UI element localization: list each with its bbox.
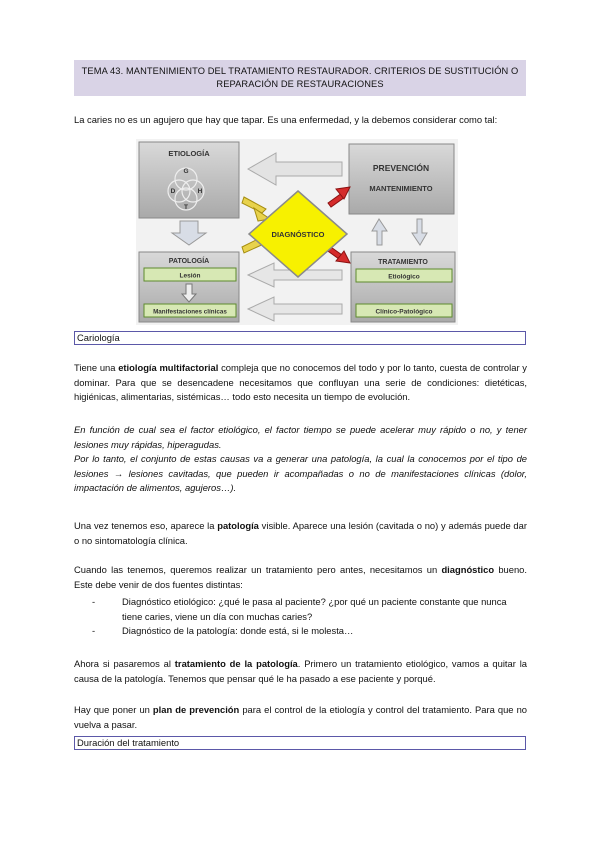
venn-g: G [183, 168, 189, 175]
page-title [74, 60, 526, 96]
paragraph-etiologia [74, 361, 527, 405]
paragraph-etiologia-bold: etiología multifactorial [118, 362, 219, 373]
caries-diagram [136, 139, 458, 325]
manifestaciones-label: Manifestaciones clínicas [153, 308, 227, 316]
mantenimiento-label: MANTENIMIENTO [369, 184, 433, 193]
title-line-1: TEMA 43. MANTENIMIENTO DEL TRATAMIENTO RESTAURADOR. CRITERIOS DE SUSTITUCIÓN O [81, 66, 519, 76]
diagram-svg [136, 139, 458, 325]
paragraph-patologia [74, 519, 527, 548]
section-heading-duracion: Duración del tratamiento [74, 736, 526, 750]
list-item [74, 595, 527, 624]
prevencion-label: PREVENCIÓN [372, 163, 430, 173]
paragraph-patologia-a: Una vez tenemos eso, aparece la [74, 520, 218, 531]
paragraph-diagnostico [74, 563, 527, 592]
etiologia-label: ETIOLOGÍA [168, 149, 210, 158]
paragraph-conjunto-causas: Por lo tanto, el conjunto de estas causas va a generar una patología, la cual la conocemos por el tipo de lesiones → lesiones cavitadas, que pueden ir acompañadas o no de manifestaciones clínicas (dolor, impactación de alimentos, agujeros…). [74, 453, 527, 494]
clinico-label: Clínico-Patológico [375, 308, 433, 316]
tratamiento-label: TRATAMIENTO [378, 259, 428, 266]
arrow-tratamiento-prevencion [372, 219, 387, 245]
list-item [74, 624, 527, 639]
intro-paragraph: La caries no es un agujero que hay que tapar. Es una enfermedad, y la debemos considerar como tal: [74, 114, 498, 125]
etiologico-label: Etiológico [388, 273, 420, 281]
paragraph-diagnostico-a: Cuando las tenemos, queremos realizar un tratamiento pero antes, necesitamos un [74, 564, 442, 575]
prevencion-box [349, 144, 454, 214]
list-dash: - [92, 596, 96, 607]
arrow-etiologia-diagnostico [242, 197, 266, 213]
diagnostico-list [74, 595, 527, 639]
paragraph-diagnostico-c: bueno. Este debe venir de dos fuentes distintas: [74, 564, 528, 590]
lesion-label: Lesión [179, 272, 201, 280]
venn-h: H [197, 188, 203, 195]
arrow-prevencion-etiologia [248, 153, 342, 185]
paragraph-prevencion [74, 703, 527, 732]
paragraph-etiologia-a: Tiene una [74, 362, 119, 373]
arrow-prevencion-tratamiento [412, 219, 427, 245]
paragraph-tratamiento [74, 657, 527, 686]
section-heading-cariologia: Cariología [74, 331, 526, 345]
paragraph-diagnostico-bold: diagnóstico [441, 564, 495, 575]
list-item-text: Diagnóstico de la patología: donde está, si le molesta… [122, 625, 354, 637]
list-dash: - [92, 625, 96, 637]
paragraph-patologia-bold: patología [217, 520, 259, 531]
paragraph-patologia-c: visible. Aparece una lesión (cavitada o no) y además puede dar o no sintomatología clínica. [74, 520, 527, 546]
paragraph-prevencion-bold: plan de prevención [152, 704, 240, 715]
paragraph-prevencion-a: Hay que poner un [74, 704, 153, 715]
diagnostico-label: DIAGNÓSTICO [271, 230, 325, 239]
paragraph-prevencion-c: para el control de la etiología y control del tratamiento. Para que no vuelva a pasar. [74, 704, 528, 730]
list-item-text: Diagnóstico etiológico: ¿qué le pasa al paciente? ¿por qué un paciente constante que nunca tiene caries, viene un día con muchas caries? [122, 596, 507, 622]
title-line-2: REPARACIÓN DE RESTAURACIONES [216, 79, 384, 89]
paragraph-tratamiento-c: . Primero un tratamiento etiológico, vamos a quitar la causa de la patología. Tenemos que pensar qué le ha pasado a ese paciente y porqué. [74, 658, 527, 684]
arrow-etiologia-patologia [172, 221, 206, 245]
patologia-label: PATOLOGÍA [168, 258, 210, 265]
paragraph-tratamiento-a: Ahora si pasaremos al [74, 658, 175, 669]
paragraph-etiologia-c: compleja que no conocemos del todo y por lo tanto, cuesta de controlar y dominar. Para que se desencadene necesitamos que confluyan una serie de condiciones: dietéticas, higiénicas, alimentarias, sistémicas… todo esto necesita un tiempo de evolución. [74, 362, 527, 403]
paragraph-factor-tiempo: En función de cual sea el factor etiológico, el factor tiempo se puede acelerar muy rápido o no, y tener lesiones muy rápidas, hiperagudas. [74, 424, 527, 450]
arrow-clinico-patologia [248, 297, 342, 321]
venn-d: D [170, 188, 176, 195]
venn-t: T [184, 204, 188, 211]
paragraph-tratamiento-bold: tratamiento de la patología [174, 658, 298, 669]
